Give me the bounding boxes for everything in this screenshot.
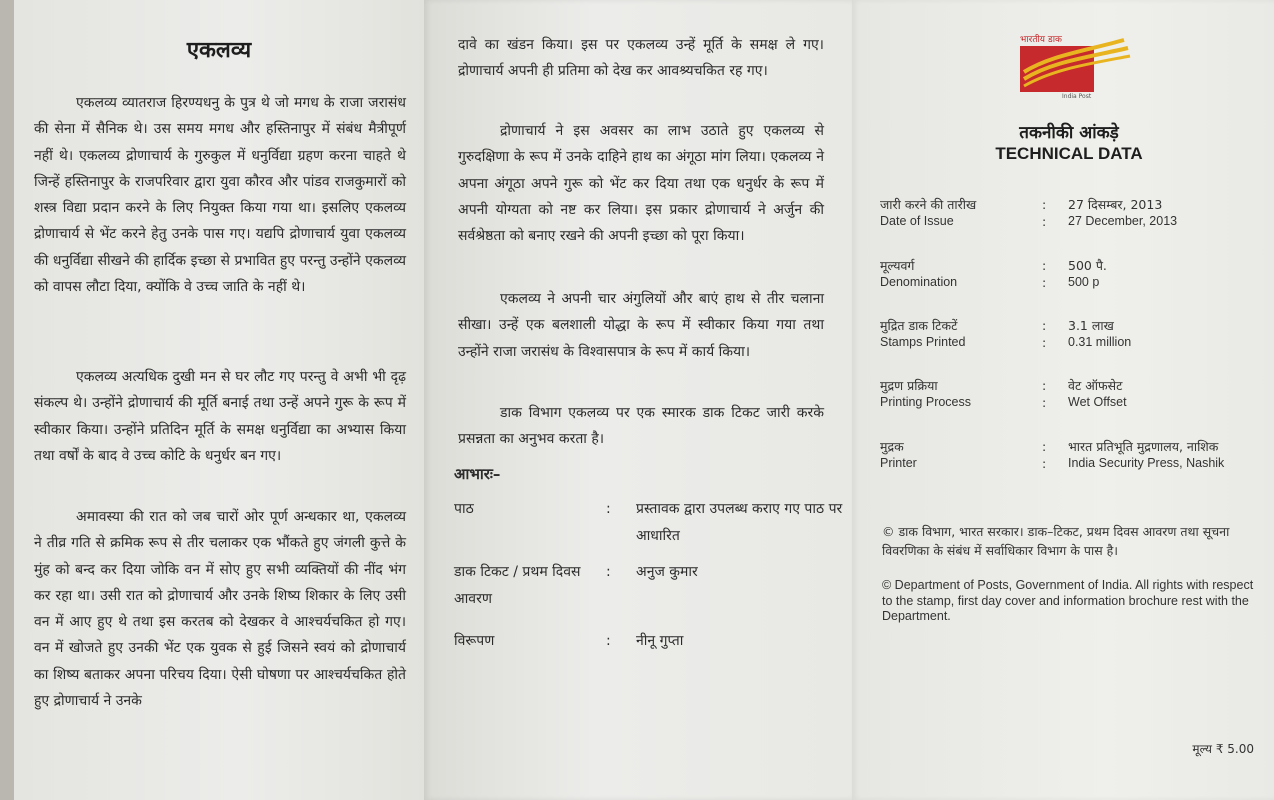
tech-label-hindi: जारी करने की तारीख (880, 197, 977, 212)
colon-separator: : : (1042, 258, 1047, 290)
colon-separator: : : (1042, 197, 1047, 229)
tech-label: Stamps Printed (880, 335, 966, 349)
credit-label: पाठ (454, 501, 474, 517)
brochure-panel-left (14, 0, 424, 800)
story-paragraph: दावे का खंडन किया। इस पर एकलव्य उन्हें मूर्ति के समक्ष ले गए। द्रोणाचार्य अपनी ही प्रतिमा को देख कर आवश्र्यचकित रह गए। (458, 37, 824, 80)
story-paragraph: एकलव्य ने अपनी चार अंगुलियों और बाएं हाथ से तीर चलाना सीखा। उन्हें एक बलशाली योद्धा के रूप में स्वीकार किया गया तथा उन्होंने राजा जरासंध के विश्वासपात्र के रूप में कार्य किया। (458, 291, 824, 360)
copyright-notice-hindi: © डाक विभाग, भारत सरकार। डाक–टिकट, प्रथम दिवस आवरण तथा सूचना विवरणिका के संबंध में सर्वाधिकार विभाग के पास है। (882, 524, 1230, 558)
tech-value: 27 December, 2013 (1068, 214, 1178, 228)
logo-english-text: India Post (1062, 93, 1092, 100)
colon-separator: : : (1042, 378, 1047, 410)
tech-label-hindi: मुद्रण प्रक्रिया (880, 378, 938, 393)
tech-label-hindi: मुद्रित डाक टिकटें (880, 318, 958, 333)
colon-separator: : (606, 564, 611, 580)
tech-value: Wet Offset (1068, 395, 1127, 409)
colon-separator: : (606, 501, 611, 517)
tech-value-hindi: 27 दिसम्बर, 2013 (1068, 197, 1163, 212)
tech-value-hindi: 500 पै. (1068, 258, 1107, 273)
credit-value: नीनू गुप्ता (636, 633, 684, 649)
tech-label-hindi: मूल्यवर्ग (880, 258, 915, 273)
acknowledgements-heading: आभारः– (454, 465, 501, 483)
story-paragraph: डाक विभाग एकलव्य पर एक स्मारक डाक टिकट जारी करके प्रसन्नता का अनुभव करता है। (458, 405, 824, 448)
brochure-panel-middle (424, 0, 852, 800)
tech-label: Printing Process (880, 395, 972, 409)
technical-data-title-hindi: तकनीकी आंकड़े (1019, 123, 1119, 143)
logo-stripes-icon (1020, 46, 1130, 92)
technical-data-title: TECHNICAL DATA (995, 144, 1143, 163)
logo-emblem (1020, 46, 1094, 92)
tech-value: 500 p (1068, 275, 1100, 289)
tech-label: Date of Issue (880, 214, 954, 228)
copyright-notice: © Department of Posts, Government of India. All rights with respect to the stamp, first day cover and information brochure rest with the Department. (882, 578, 1254, 623)
tech-value: India Security Press, Nashik (1068, 456, 1225, 470)
story-paragraph: एकलव्य अत्यधिक दुखी मन से घर लौट गए परन्तु वे अभी भी दृढ़ संकल्प थे। उन्होंने द्रोणाचार्य की मूर्ति बनाई तथा उन्हें अपने गुरू के रूप में स्वीकार किया। उन्होंने प्रतिदिन मूर्ति के समक्ष धनुर्विद्या का अभ्यास किया तथा वर्षों के बाद वे उच्च कोटि के धनुर्धर बन गए। (34, 369, 406, 464)
brochure-price: मूल्य ₹ 5.00 (1192, 742, 1254, 756)
story-paragraph: अमावस्या की रात को जब चारों ओर पूर्ण अन्धकार था, एकलव्य ने तीव्र गति से क्रमिक रूप से तीर चलाकर एक भौंकते हुए जंगली कुत्ते के मुंह को बन्द कर दिया जोकि वन में सोए हुए सभी व्यक्तियों की नींद भंग कर रहा था। उसी रात को द्रोणाचार्य और उनके शिष्य शिकार के लिए उसी वन में आए हुए थे तथा इस करतब को देखकर वे आश्चर्यचकित हो गए। वन में खोजते हुए उनकी भेंट एक युवक से हुई जिसने स्वयं को द्रोणाचार्य का शिष्य बताकर अपना परिचय दिया। ऐसी घोषणा पर आश्चर्यचकित होते हुए द्रोणाचार्य ने उनके (34, 509, 406, 710)
story-paragraph: एकलव्य व्यातराज हिरण्यधनु के पुत्र थे जो मगध के राजा जरासंध की सेना में सैनिक थे। उस समय मगध और हस्तिनापुर में संबंध मैत्रीपूर्ण नहीं थे। एकलव्य द्रोणाचार्य के गुरुकुल में धनुर्विद्या ग्रहण करना चाहते थे जिन्हें हस्तिनापुर के राजपरिवार द्वारा युवा कौरव और पांडव राजकुमारों को शस्त्र विद्या प्रदान करने के लिए नियुक्त किया गया था। इसलिए एकलव्य द्रोणाचार्य से भेंट करने हेतु उनके पास गए। यद्यपि द्रोणाचार्य युवा एकलव्य की धनुर्विद्या सीखने की हार्दिक इच्छा से प्रभावित हुए परन्तु उन्होंने एकलव्य को वापस लौटा दिया, क्योंकि वे उच्च जाति के नहीं थे। (34, 95, 406, 296)
colon-separator: : (606, 633, 611, 649)
colon-separator: : : (1042, 439, 1047, 471)
india-post-logo (1002, 32, 1126, 104)
tech-label: Printer (880, 456, 917, 470)
page-title: एकलव्य (186, 38, 252, 63)
tech-value: 0.31 million (1068, 335, 1132, 349)
logo-hindi-text: भारतीय डाक (1020, 35, 1062, 45)
credit-value: प्रस्तावक द्वारा उपलब्ध कराए गए पाठ पर आधारित (636, 501, 843, 544)
tech-value-hindi: भारत प्रतिभूति मुद्रणालय, नाशिक (1068, 439, 1219, 454)
brochure-panel-right (852, 0, 1274, 800)
tech-label: Denomination (880, 275, 958, 289)
credit-value: अनुज कुमार (636, 564, 698, 580)
tech-value-hindi: 3.1 लाख (1068, 318, 1114, 333)
colon-separator: : : (1042, 318, 1047, 350)
credit-label: विरूपण (454, 633, 495, 649)
tech-label-hindi: मुद्रक (880, 439, 904, 454)
credit-label: डाक टिकट / प्रथम दिवस आवरण (454, 564, 581, 607)
tech-value-hindi: वेट ऑफसेट (1068, 378, 1123, 393)
story-paragraph: द्रोणाचार्य ने इस अवसर का लाभ उठाते हुए एकलव्य से गुरुदक्षिणा के रूप में उनके दाहिने हाथ का अंगूठा मांग लिया। एकलव्य ने अपना अंगूठा अपने गुरू को भेंट कर दिया तथा एक धनुर्धर के रूप में अपनी योग्यता को नष्ट कर लिया। इस प्रकार द्रोणाचार्य ने अर्जुन की सर्वश्रेष्ठता को बनाए रखने की अपनी इच्छा को पूरा किया। (458, 123, 824, 245)
